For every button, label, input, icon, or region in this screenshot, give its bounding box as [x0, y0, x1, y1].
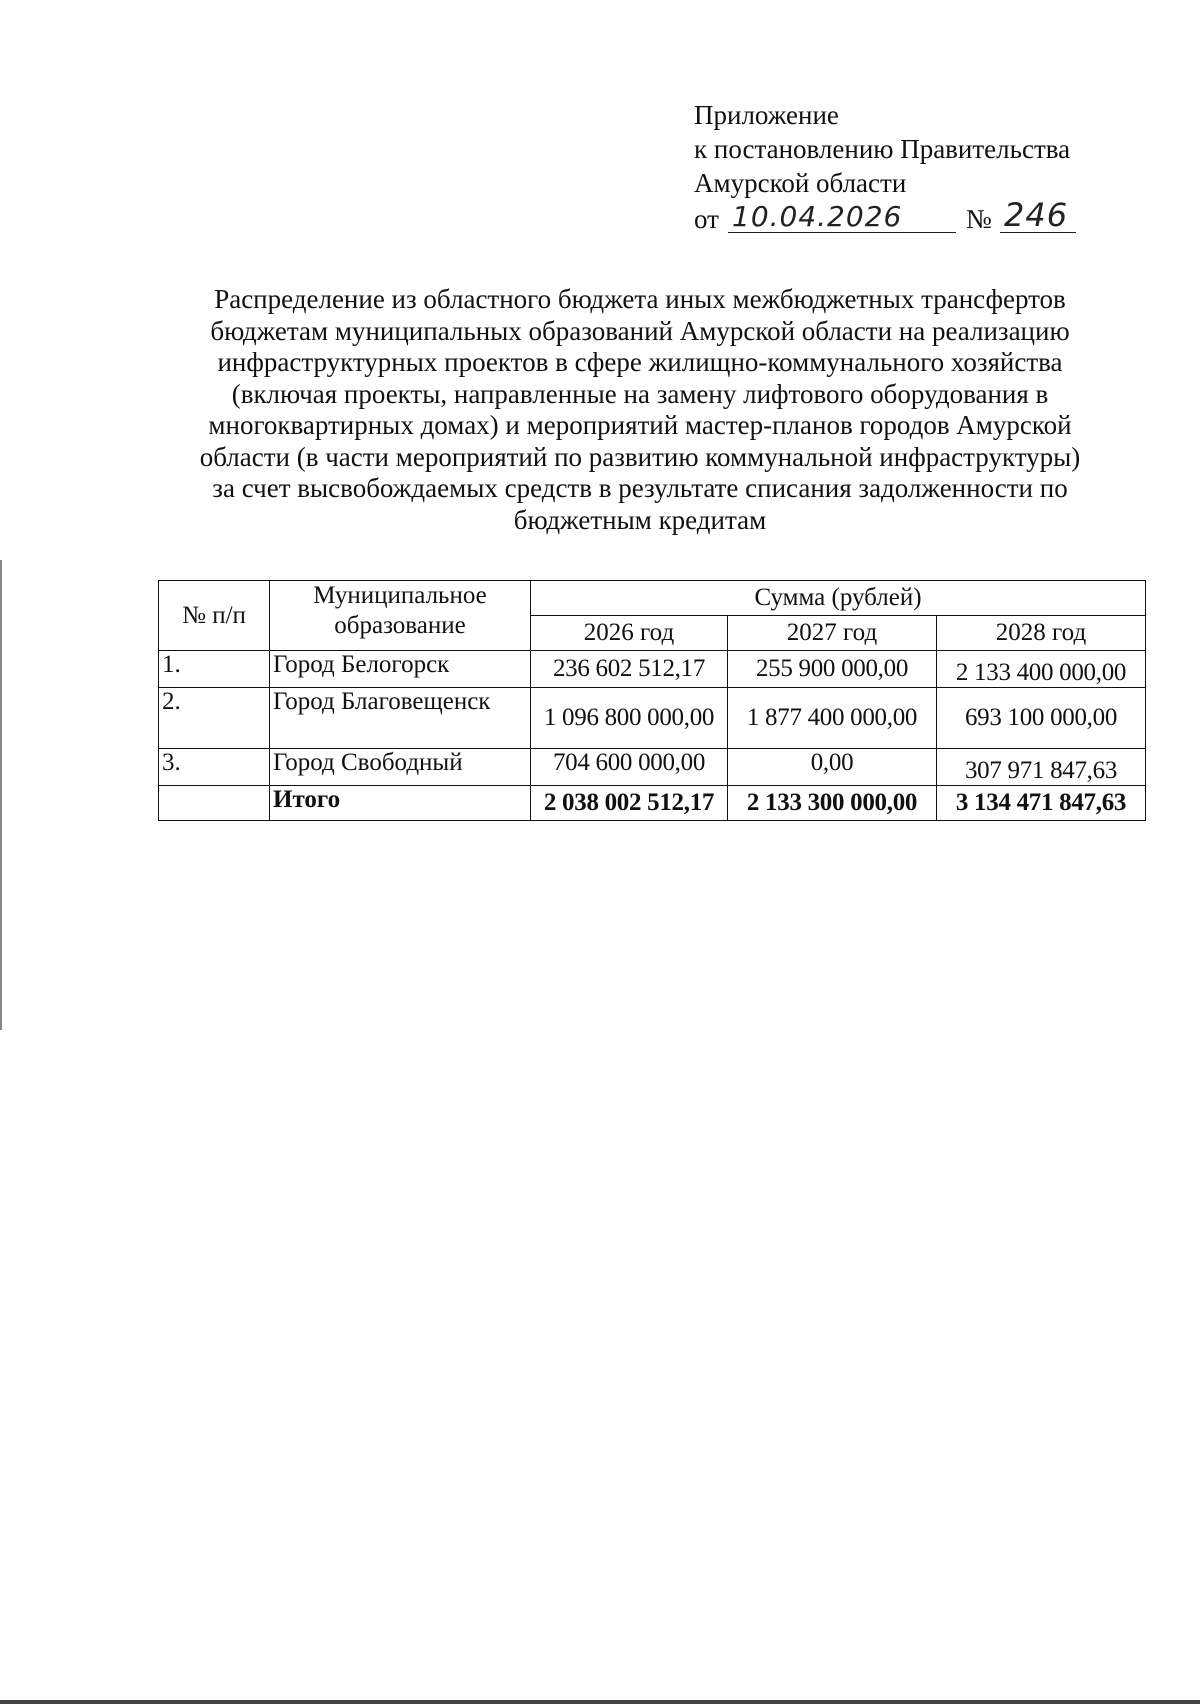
- scan-bottom-edge: [0, 1700, 1200, 1704]
- title-line: за счет высвобождаемых средств в результате списания задолженности по: [212, 473, 1068, 503]
- row-index: 3.: [159, 749, 270, 786]
- table-row: [159, 749, 1146, 786]
- row-municipality: Город Свободный: [270, 749, 531, 786]
- table-row: [159, 688, 1146, 749]
- number-underline: [1000, 232, 1076, 233]
- appendix-block: [694, 98, 1070, 240]
- title-line: (включая проекты, направленные на замену лифтового оборудования в: [231, 378, 1049, 409]
- scan-edge-artifact: [0, 560, 2, 1030]
- row-municipality: Город Белогорск: [270, 651, 531, 688]
- row-value-2027: 255 900 000,00: [728, 651, 937, 688]
- header-year-2026: 2026 год: [531, 616, 728, 651]
- header-year-2028: 2028 год: [937, 616, 1146, 651]
- appendix-title: Приложение: [694, 100, 839, 130]
- row-value-2027: 1 877 400 000,00: [728, 688, 937, 749]
- total-index: [159, 786, 270, 821]
- row-index: 1.: [159, 651, 270, 688]
- date-underline: [728, 232, 956, 233]
- header-municipality: Муниципальное образование: [270, 581, 531, 651]
- row-value-2026: 1 096 800 000,00: [531, 688, 728, 749]
- appendix-date-line: [694, 196, 1070, 240]
- header-num: № п/п: [159, 581, 270, 651]
- total-value-2026: 2 038 002 512,17: [531, 786, 728, 821]
- row-municipality: Город Благовещенск: [270, 688, 531, 749]
- handwritten-number: 246: [1004, 196, 1069, 234]
- number-sign: №: [966, 204, 992, 234]
- appendix-resolution: к постановлению Правительства: [694, 134, 1071, 164]
- row-value-2028: 2 133 400 000,00: [937, 651, 1146, 688]
- header-year-2027: 2027 год: [728, 616, 937, 651]
- appendix-region: Амурской области: [694, 168, 907, 198]
- title-line: инфраструктурных проектов в сфере жилищно-коммунального хозяйства: [217, 347, 1063, 377]
- date-prefix: от: [694, 204, 719, 234]
- table-row: [159, 651, 1146, 688]
- total-label: Итого: [270, 786, 531, 821]
- total-value-2028: 3 134 471 847,63: [937, 786, 1146, 821]
- title-line: области (в части мероприятий по развитию коммунальной инфраструктуры): [199, 441, 1081, 472]
- title-line: многоквартирных домах) и мероприятий мастер-планов городов Амурской: [208, 410, 1072, 440]
- title-line: бюджетам муниципальных образований Амурской области на реализацию: [210, 315, 1070, 346]
- row-value-2027: 0,00: [728, 749, 937, 786]
- budget-table: [158, 580, 1146, 821]
- title-line: бюджетным кредитам: [513, 504, 767, 535]
- row-value-2026: 236 602 512,17: [531, 651, 728, 688]
- row-value-2026: 704 600 000,00: [531, 749, 728, 786]
- row-value-2028: 693 100 000,00: [937, 688, 1146, 749]
- document-title: [150, 284, 1130, 536]
- row-value-2028: 307 971 847,63: [937, 749, 1146, 786]
- table-header-row: [159, 581, 1146, 616]
- title-line: Распределение из областного бюджета иных межбюджетных трансфертов: [214, 284, 1066, 314]
- header-sum: Сумма (рублей): [531, 581, 1146, 616]
- table-total-row: [159, 786, 1146, 821]
- total-value-2027: 2 133 300 000,00: [728, 786, 937, 821]
- row-index: 2.: [159, 688, 270, 749]
- handwritten-date: 10.04.2026: [732, 200, 903, 233]
